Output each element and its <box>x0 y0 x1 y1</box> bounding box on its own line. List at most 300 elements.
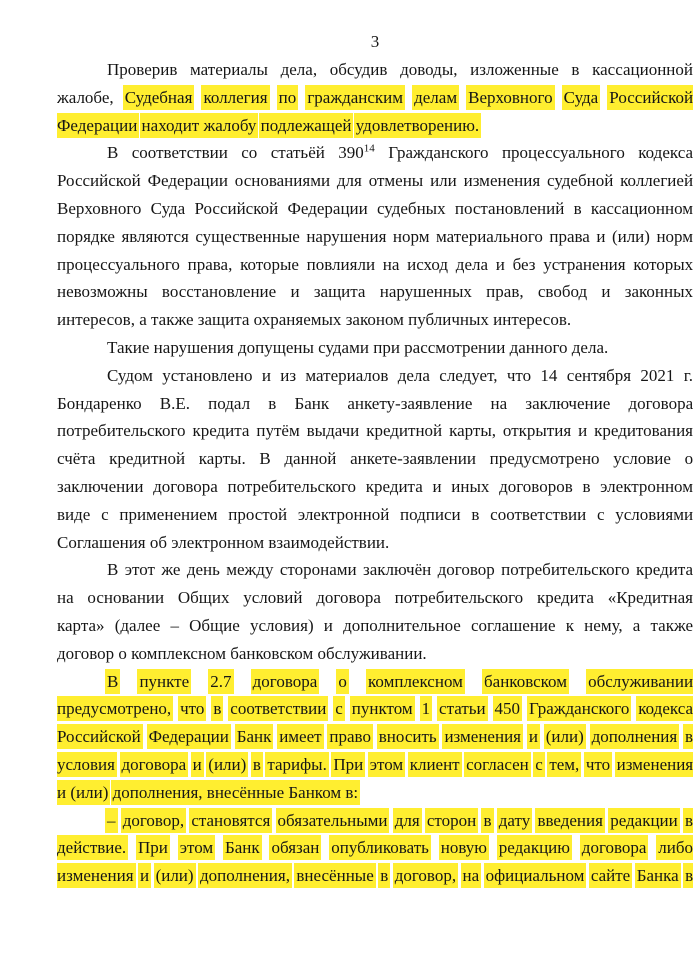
word: устранения <box>543 254 626 274</box>
word: (или) <box>611 226 650 246</box>
highlighted-word: для <box>393 808 422 833</box>
highlighted-word: действие. <box>57 835 128 860</box>
word: и <box>578 421 588 441</box>
text-line <box>57 223 693 251</box>
word: а <box>139 310 147 330</box>
word: В <box>107 143 119 163</box>
word: при <box>373 337 400 357</box>
highlighted-word: в <box>683 863 693 888</box>
word: 2021 <box>640 365 675 385</box>
word: на <box>382 254 400 274</box>
word: договора <box>153 476 218 496</box>
word: кассационном <box>590 198 693 218</box>
highlighted-word: пунктом <box>350 696 415 721</box>
paragraph <box>57 807 693 890</box>
word: кредитной <box>109 449 186 469</box>
word: на <box>490 393 508 413</box>
word: Бондаренко <box>57 393 142 413</box>
word: норм <box>656 226 693 246</box>
text-line <box>57 473 693 501</box>
highlighted-word: – <box>105 808 118 833</box>
word: которые <box>240 254 299 274</box>
highlighted-word: дополнения, <box>111 780 205 805</box>
text-line <box>57 278 693 306</box>
highlighted-word: Банка <box>635 863 681 888</box>
word: 390 <box>338 143 364 163</box>
word: договора <box>316 588 381 608</box>
highlighted-word: с <box>333 696 345 721</box>
document-body <box>57 56 693 890</box>
highlighted-word: делам <box>412 85 459 110</box>
word: В <box>107 560 119 580</box>
word: Гражданского <box>388 143 489 163</box>
highlighted-word: и <box>191 752 204 777</box>
word: нарушения <box>153 337 234 357</box>
word: Российской <box>194 198 279 218</box>
highlighted-word: и <box>138 863 151 888</box>
word: электронной <box>297 504 390 524</box>
highlighted-word: В <box>105 669 120 694</box>
word: В.Е. <box>159 393 190 413</box>
text-line <box>57 84 693 112</box>
highlighted-word: клиент <box>408 752 462 777</box>
word: и <box>601 282 611 302</box>
word: без <box>512 254 536 274</box>
highlighted-word: Банком <box>286 780 343 805</box>
word: виде <box>57 504 91 524</box>
word: кредита <box>192 421 250 441</box>
highlighted-word: Российской <box>607 85 693 110</box>
word: установлено <box>162 365 253 385</box>
word: соответствии <box>490 504 587 524</box>
word: подал <box>208 393 251 413</box>
highlighted-word: редакции <box>608 808 680 833</box>
word: дела, <box>280 60 318 79</box>
word: в <box>573 198 582 218</box>
word: «Кредитная <box>607 588 693 608</box>
highlighted-word: 450 <box>493 696 523 721</box>
word: дела <box>397 365 430 385</box>
word: в <box>582 476 591 496</box>
paragraph <box>57 334 693 362</box>
word: с <box>101 504 109 524</box>
highlighted-word: жалобу <box>201 113 258 138</box>
word: Судом <box>107 365 153 385</box>
word: кредитной <box>366 421 443 441</box>
text-line <box>57 584 693 612</box>
highlighted-word: (или) <box>544 724 586 749</box>
text-line <box>57 556 693 584</box>
word: свобод <box>537 282 588 302</box>
word: статьёй <box>270 143 325 163</box>
word: Соглашения <box>57 532 146 552</box>
word: условие <box>613 449 671 469</box>
highlighted-word: введения <box>535 808 605 833</box>
highlighted-word: в <box>683 808 693 833</box>
highlighted-word: гражданским <box>305 85 405 110</box>
text-line <box>57 56 693 84</box>
text-line <box>57 723 693 751</box>
word: материалов <box>305 365 389 385</box>
word: электронном <box>171 532 265 552</box>
word: о <box>684 449 693 469</box>
word: применением <box>119 504 218 524</box>
word: коллегией <box>620 171 693 191</box>
word: о <box>118 643 127 663</box>
word: 14 <box>540 365 558 385</box>
highlighted-word: право <box>327 724 373 749</box>
word: порядке <box>57 226 115 246</box>
word: для <box>336 171 362 191</box>
highlighted-word: тем, <box>547 752 581 777</box>
word: банковском <box>230 643 314 663</box>
word: норм <box>392 226 430 246</box>
word: условия) <box>249 615 314 635</box>
word: кредита <box>365 476 423 496</box>
highlighted-word: новую <box>439 835 489 860</box>
word: из <box>280 365 297 385</box>
word: охраняемых <box>253 310 342 330</box>
highlighted-word: Российской <box>57 724 143 749</box>
text-line <box>57 779 693 807</box>
highlighted-word: договора <box>120 752 189 777</box>
highlighted-word: дату <box>497 808 532 833</box>
highlighted-word: либо <box>656 835 693 860</box>
text-line <box>57 306 693 334</box>
word: изменения <box>463 171 541 191</box>
word: кассационной <box>592 60 693 79</box>
highlighted-word: о <box>336 669 349 694</box>
highlighted-word: дополнения, <box>198 863 292 888</box>
word: кредита <box>536 588 594 608</box>
highlighted-word: находит <box>140 113 202 138</box>
word: предусмотрено <box>489 449 600 469</box>
word: жалобе, <box>57 87 114 107</box>
text-line <box>57 167 693 195</box>
word: анкету-заявление <box>347 393 473 413</box>
highlighted-word: в <box>211 696 223 721</box>
highlighted-word: этом <box>178 835 215 860</box>
word: в <box>471 504 480 524</box>
highlighted-word: обязан <box>269 835 321 860</box>
word: анкете-заявлении <box>350 449 476 469</box>
word: договор <box>437 560 495 580</box>
highlighted-word: Федерации <box>57 113 139 138</box>
word: дела. <box>571 337 609 357</box>
highlighted-word: условия <box>57 752 117 777</box>
word: которых <box>633 254 693 274</box>
word: материального <box>435 226 543 246</box>
word: кредитования <box>594 421 693 441</box>
word: г. <box>683 365 693 385</box>
word: договоров <box>499 476 573 496</box>
text-line <box>57 417 693 445</box>
word: защита <box>197 310 250 330</box>
highlighted-word: что <box>178 696 206 721</box>
word: защита <box>313 282 366 302</box>
highlighted-word: кодекса <box>636 696 693 721</box>
word: – <box>170 615 179 635</box>
text-line <box>57 362 693 390</box>
word: договора <box>628 393 693 413</box>
word: Проверив <box>107 60 178 79</box>
word: иных <box>451 476 490 496</box>
word: являются <box>121 226 189 246</box>
word: невозможны <box>57 282 148 302</box>
word: выдачи <box>306 421 360 441</box>
highlighted-word: становятся <box>189 808 272 833</box>
highlighted-word: опубликовать <box>329 835 431 860</box>
word: Российской <box>57 171 141 191</box>
word: судебной <box>547 171 614 191</box>
highlighted-word: Судебная <box>123 85 195 110</box>
highlighted-word: внесённые <box>205 780 286 805</box>
highlighted-word: и <box>527 724 540 749</box>
highlighted-word: вносить <box>377 724 439 749</box>
highlighted-word: сторон <box>425 808 478 833</box>
text-line <box>57 501 693 529</box>
word: нему, <box>584 615 623 635</box>
highlighted-word: договор, <box>393 863 458 888</box>
highlighted-word: этом <box>368 752 405 777</box>
page-number: 3 <box>370 32 380 51</box>
highlighted-word: Верховного <box>466 85 554 110</box>
highlighted-word: в <box>378 863 390 888</box>
text-line <box>57 390 693 418</box>
word: комплексном <box>131 643 226 663</box>
highlighted-word: договор, <box>121 808 186 833</box>
text-line <box>57 640 693 668</box>
word: соглашение <box>471 615 556 635</box>
word: допущены <box>238 337 314 357</box>
highlighted-word: дополнения <box>590 724 680 749</box>
word: нарушенных <box>379 282 472 302</box>
word: об <box>149 532 168 552</box>
highlighted-word: комплексном <box>366 669 465 694</box>
word: интересов, <box>57 310 135 330</box>
highlighted-word: в <box>251 752 263 777</box>
highlighted-word: подлежащей <box>259 113 354 138</box>
word: В <box>259 449 271 469</box>
word: следует, <box>439 365 498 385</box>
text-line <box>57 529 693 557</box>
text-line <box>57 834 693 862</box>
word: и <box>432 476 442 496</box>
highlighted-word: пункте <box>137 669 191 694</box>
highlighted-word: При <box>331 752 365 777</box>
word: обсудив <box>329 60 388 79</box>
word: (далее <box>114 615 161 635</box>
word: дополнительное <box>343 615 461 635</box>
word: 14 <box>363 142 375 155</box>
text-line <box>57 334 693 362</box>
word: между <box>226 560 274 580</box>
word: к <box>565 615 574 635</box>
highlighted-word: обслуживании <box>586 669 693 694</box>
highlighted-word: Банк <box>235 724 274 749</box>
highlighted-word: изменения <box>615 752 693 777</box>
word: Федерации <box>287 198 368 218</box>
word: путём <box>256 421 300 441</box>
word: этот <box>124 560 155 580</box>
word: а <box>632 615 641 635</box>
word: подписи <box>400 504 461 524</box>
text-line <box>57 751 693 779</box>
word: договор <box>57 643 115 663</box>
word: Суда <box>150 198 186 218</box>
word: данного <box>509 337 568 357</box>
highlighted-word: (или) <box>206 752 248 777</box>
word: взаимодействии. <box>268 532 390 552</box>
highlighted-word: статьи <box>437 696 488 721</box>
word: открытия <box>502 421 572 441</box>
word: права, <box>187 254 233 274</box>
word: и <box>323 615 333 635</box>
word: кодекса <box>638 143 693 163</box>
word: счёта <box>57 449 96 469</box>
highlighted-word: (или) <box>154 863 196 888</box>
text-line <box>57 112 693 140</box>
highlighted-word: согласен <box>464 752 531 777</box>
word: же <box>161 560 181 580</box>
highlighted-word: 2.7 <box>208 669 233 694</box>
word: и <box>261 365 271 385</box>
word: нарушения <box>306 226 387 246</box>
word: существенные <box>195 226 300 246</box>
word: основании <box>87 588 165 608</box>
highlighted-word: соответствии <box>228 696 328 721</box>
text-line <box>57 668 693 696</box>
word: в <box>268 393 277 413</box>
highlighted-word: и <box>57 780 68 805</box>
word: законом <box>345 310 404 330</box>
word: постановлений <box>454 198 565 218</box>
word: потребительского <box>394 588 524 608</box>
highlighted-word: тарифы. <box>265 752 328 777</box>
text-line <box>57 195 693 223</box>
word: дела <box>455 254 489 274</box>
highlighted-word: имеет <box>277 724 323 749</box>
word: карты. <box>198 449 246 469</box>
word: исход <box>407 254 449 274</box>
paragraph <box>57 139 693 334</box>
highlighted-word: в: <box>343 780 360 805</box>
highlighted-word: редакцию <box>497 835 572 860</box>
text-line <box>57 612 693 640</box>
word: с <box>596 504 605 524</box>
word: потребительского <box>57 421 186 441</box>
highlighted-word: 1 <box>420 696 433 721</box>
text-line <box>57 139 693 167</box>
word: потребительского <box>227 476 357 496</box>
word: изложенные <box>470 60 559 79</box>
highlighted-word: в <box>481 808 493 833</box>
highlighted-word: Банк <box>223 835 262 860</box>
text-line <box>57 807 693 835</box>
highlighted-word: официальном <box>484 863 587 888</box>
paragraph <box>57 668 693 807</box>
word: день <box>186 560 220 580</box>
word: простой <box>228 504 288 524</box>
word: законных <box>624 282 693 302</box>
word: условиями <box>615 504 693 524</box>
word: соответствии <box>131 143 228 163</box>
highlighted-word: (или) <box>68 780 110 805</box>
word: Общие <box>189 615 240 635</box>
highlighted-word: банковском <box>482 669 569 694</box>
word: судебных <box>376 198 446 218</box>
highlighted-word: Суда <box>562 85 601 110</box>
highlighted-word: При <box>136 835 170 860</box>
word: или <box>430 171 457 191</box>
highlighted-word: договора <box>580 835 649 860</box>
highlighted-word: изменения <box>57 863 136 888</box>
word: и <box>596 226 606 246</box>
word: Федерации <box>147 171 228 191</box>
highlighted-word: коллегия <box>201 85 269 110</box>
highlighted-word: по <box>277 85 299 110</box>
text-line <box>57 695 693 723</box>
word: заключение <box>525 393 611 413</box>
word: Общих <box>177 588 230 608</box>
highlighted-word: внесённые <box>294 863 375 888</box>
text-line <box>57 251 693 279</box>
word: процессуального <box>57 254 180 274</box>
highlighted-word: что <box>584 752 612 777</box>
word: также <box>650 615 693 635</box>
word: кредита <box>636 560 693 580</box>
word: потребительского <box>501 560 630 580</box>
word: обслуживании. <box>317 643 427 663</box>
highlighted-word: договора <box>251 669 320 694</box>
word: сентября <box>566 365 632 385</box>
word: повлияли <box>306 254 376 274</box>
word: Верховного <box>57 198 142 218</box>
word: интересов. <box>493 310 572 330</box>
word: что <box>506 365 532 385</box>
word: и <box>495 254 505 274</box>
word: и <box>290 282 300 302</box>
word: материалы <box>190 60 268 79</box>
word: со <box>241 143 258 163</box>
word: рассмотрении <box>404 337 506 357</box>
word: заключении <box>57 476 144 496</box>
highlighted-word: с <box>533 752 545 777</box>
word: процессуального <box>501 143 625 163</box>
paragraph <box>57 56 693 139</box>
word: электронном <box>600 476 693 496</box>
word: восстановление <box>161 282 277 302</box>
word: на <box>57 588 74 608</box>
highlighted-word: Гражданского <box>527 696 631 721</box>
word: права <box>549 226 590 246</box>
word: также <box>151 310 194 330</box>
word: Такие <box>107 337 150 357</box>
word: публичных <box>408 310 489 330</box>
text-line <box>57 862 693 890</box>
highlighted-word: сайте <box>589 863 632 888</box>
paragraph <box>57 362 693 557</box>
word: судами <box>318 337 369 357</box>
word: данной <box>284 449 337 469</box>
text-line <box>57 445 693 473</box>
highlighted-word: на <box>461 863 482 888</box>
word: сторонами <box>279 560 357 580</box>
highlighted-word: предусмотрено, <box>57 696 173 721</box>
word: доводы, <box>400 60 458 79</box>
paragraph <box>57 556 693 667</box>
word: условий <box>243 588 303 608</box>
